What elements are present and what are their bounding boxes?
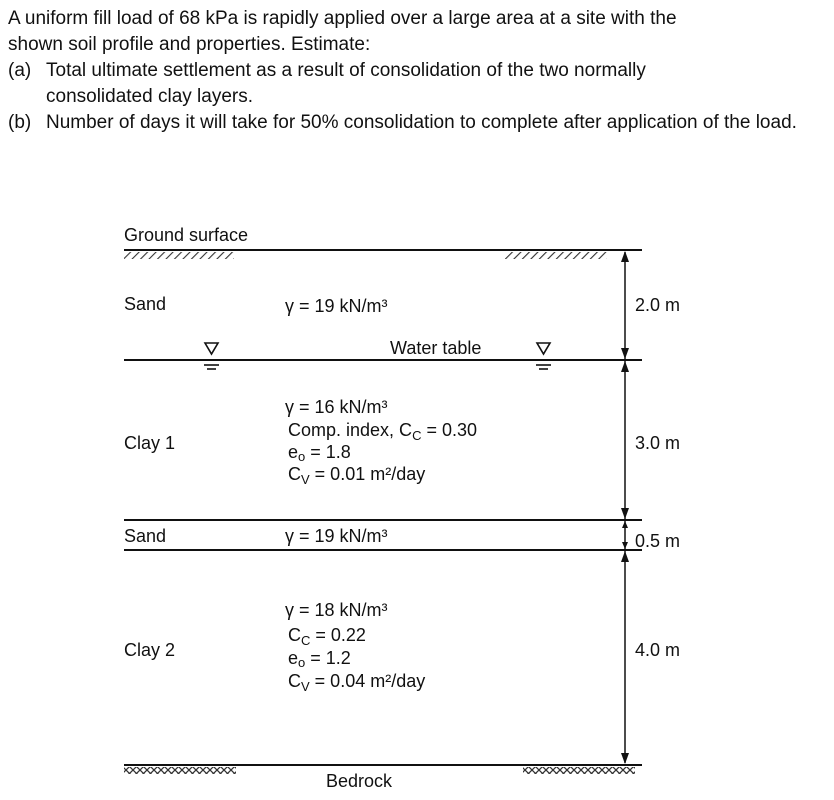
dimension-layer-4: 4.0 m: [635, 640, 681, 660]
layer-2-void-ratio: eo = 1.8: [288, 442, 351, 464]
layer-4-consolidation-coefficient: $C_V = 0.04$ m²/day: [288, 671, 426, 694]
part-a-text: Total ultimate settlement as a result of consolidation of the two normally consolidated clay layers.: [46, 60, 646, 107]
problem-intro-line-2: shown soil profile and properties. Estimate:: [8, 34, 371, 55]
layer-1-name: Sand: [124, 294, 167, 314]
problem-intro-line-1: A uniform fill load of 68 kPa is rapidly applied over a large area at a site with the: [8, 8, 677, 29]
layer-4-unit-weight: γ = 18 kN/m³: [285, 600, 388, 620]
layer-4-compression-index: $C_C = 0.22$: [288, 625, 366, 648]
part-b-text: Number of days it will take for 50% consolidation to complete after application of the load.: [46, 112, 797, 133]
water-table-symbol-left: [204, 343, 219, 369]
ground-hatch-left: [124, 252, 234, 259]
bedrock-label: Bedrock: [326, 771, 393, 791]
layer-2-unit-weight: γ = 16 kN/m³: [285, 397, 388, 417]
layer-4-name: Clay 2: [124, 640, 176, 660]
bedrock-hatch-left: [124, 767, 236, 774]
water-table-symbol-right: [536, 343, 551, 369]
layer-2-consolidation-coefficient: $C_V = 0.01$ m²/day: [288, 464, 426, 487]
layer-1-unit-weight: γ = 19 kN/m³: [285, 296, 388, 316]
layer-3-name: Sand: [124, 526, 167, 546]
dimension-layer-3: 0.5 m: [635, 531, 681, 551]
dimension-layer-2: 3.0 m: [635, 433, 681, 453]
water-table-label: Water table: [390, 338, 482, 358]
ground-surface-label: Ground surface: [124, 225, 249, 245]
part-b-label: (b): [8, 112, 32, 133]
layer-2-name: Clay 1: [124, 433, 176, 453]
part-a-label: (a): [8, 60, 32, 81]
layer-3-unit-weight: γ = 19 kN/m³: [285, 526, 388, 546]
bedrock-hatch-right: [523, 767, 635, 774]
ground-hatch-right: [505, 252, 607, 259]
layer-4-void-ratio: eo = 1.2: [288, 648, 351, 670]
layer-2-compression-index: Comp. index, $C_C = 0.30$: [288, 420, 477, 443]
dimension-layer-1: 2.0 m: [635, 295, 681, 315]
